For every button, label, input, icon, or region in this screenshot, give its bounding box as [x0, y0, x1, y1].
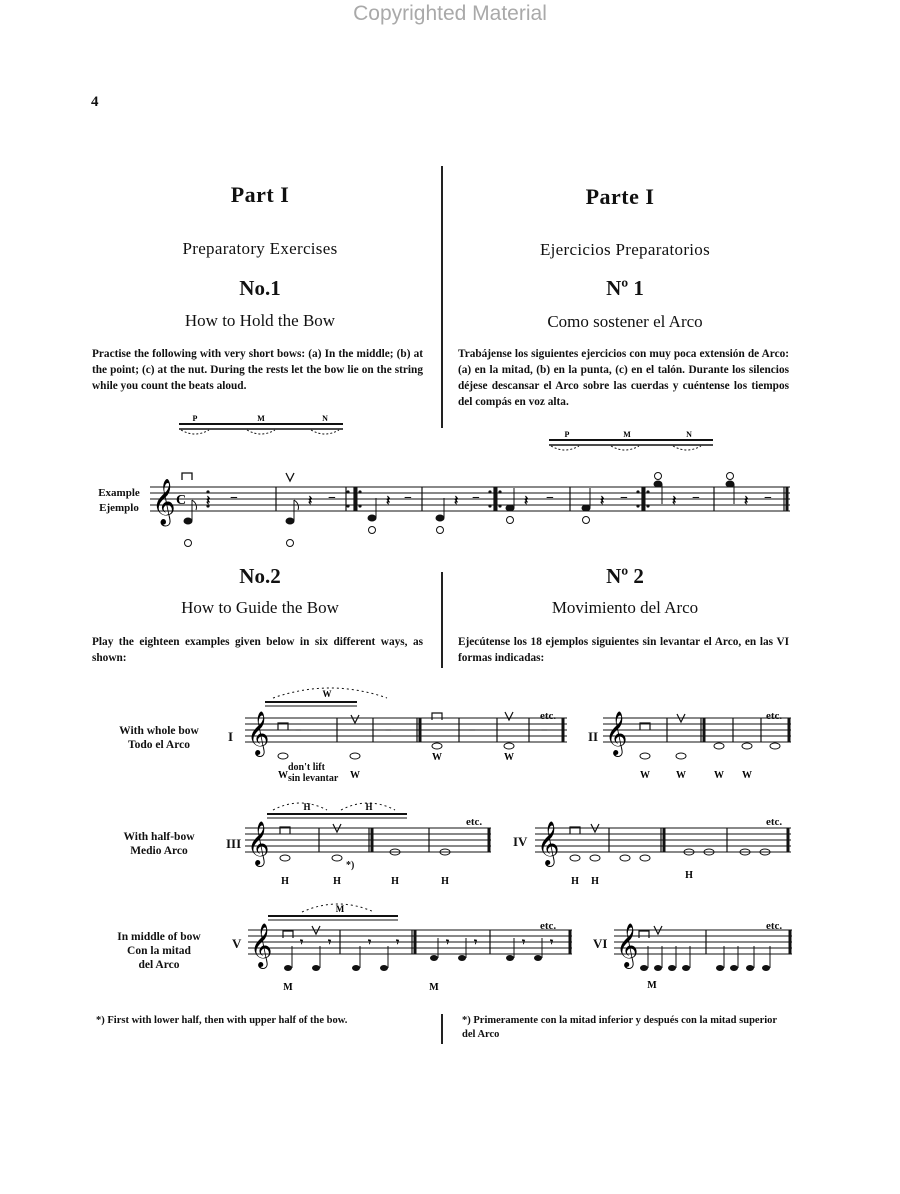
svg-text:𝄞: 𝄞 — [537, 823, 560, 865]
staff-I — [245, 686, 570, 781]
svg-text:𝄽: 𝄽 — [206, 494, 211, 509]
roman-II: II — [588, 729, 599, 744]
bow-letter-w-3: W — [432, 752, 442, 763]
etc-II: etc. — [766, 710, 783, 722]
dont-lift-en: don't lift — [288, 762, 325, 773]
roman-IV: IV — [513, 834, 528, 849]
part-title-en: Part I — [230, 182, 290, 207]
staff-II — [603, 686, 795, 781]
bow-letter-w-6: W — [676, 770, 686, 781]
bow-letter-half-a: H — [303, 802, 311, 812]
exercise-title-2-en: How to Guide the Bow — [181, 598, 339, 617]
svg-text:𝄞: 𝄞 — [605, 713, 628, 755]
treble-clef-icon: 𝄞 — [152, 479, 176, 524]
bow-letter-nut-es: N — [686, 430, 692, 439]
example-label-en: Example — [98, 487, 140, 499]
bow-letter-h-4: H — [441, 876, 449, 886]
row-label-half-bow-en: With half-bow — [123, 831, 195, 843]
bow-letter-h-3: H — [391, 876, 399, 886]
example-label — [88, 486, 150, 516]
svg-text:C: C — [176, 493, 187, 508]
bow-letter-h-7: H — [685, 870, 693, 881]
svg-text:𝄞: 𝄞 — [250, 925, 273, 967]
instructions-2-es: Ejecútense los 18 ejemplos siguientes sin levantar el Arco, en las VI formas indicadas: — [458, 636, 789, 664]
svg-text:𝄽: 𝄽 — [524, 494, 529, 509]
staff-III — [245, 796, 495, 886]
bow-letter-h-1: H — [281, 876, 289, 886]
bow-letter-w-2: W — [350, 770, 360, 781]
etc-VI: etc. — [766, 920, 783, 932]
bow-letter-m-1: M — [283, 982, 293, 993]
etc-V: etc. — [540, 920, 557, 932]
row-label-whole-bow-en: With whole bow — [119, 725, 199, 737]
bow-letter-w-4: W — [504, 752, 514, 763]
bow-letter-m-3: M — [647, 980, 657, 991]
svg-text:𝄽: 𝄽 — [308, 494, 313, 509]
svg-text:−: − — [764, 491, 772, 506]
roman-VI: VI — [593, 936, 608, 951]
staff-V — [248, 898, 578, 993]
row-label-middle-bow-es: Con la mitad — [127, 945, 191, 957]
svg-text:−: − — [404, 491, 412, 506]
row-label-middle-bow — [96, 930, 222, 972]
svg-text:𝄾: 𝄾 — [368, 935, 372, 949]
row-label-half-bow — [100, 830, 218, 858]
bow-letter-whole-I: W — [322, 689, 332, 699]
roman-V: V — [232, 936, 242, 951]
bow-letter-middle: M — [257, 414, 265, 423]
row-label-whole-bow-es: Todo el Arco — [128, 739, 190, 751]
svg-text:𝄾: 𝄾 — [522, 935, 526, 949]
bow-letter-h-6: H — [591, 876, 599, 886]
bow-diagram-es — [545, 428, 717, 458]
staff-VI — [614, 898, 795, 993]
page-number: 4 — [91, 94, 99, 110]
bow-letter-point: P — [192, 414, 198, 423]
staff-IV — [535, 796, 795, 886]
svg-text:−: − — [295, 723, 302, 737]
row-label-middle-bow-es2: del Arco — [138, 959, 180, 971]
svg-text:−: − — [692, 491, 700, 506]
dont-lift-es: sin levantar — [288, 773, 339, 784]
column-divider-top — [441, 166, 443, 428]
exercise-title-1-en: How to Hold the Bow — [184, 311, 336, 330]
row-label-middle-bow-en: In middle of bow — [117, 931, 201, 943]
exercise-title-2-es: Movimiento del Arco — [551, 598, 699, 617]
svg-text:−: − — [472, 491, 480, 506]
svg-text:𝄾: 𝄾 — [328, 935, 332, 949]
bow-letter-m-2: M — [429, 982, 439, 993]
etc-III: etc. — [466, 816, 483, 828]
svg-text:−: − — [541, 723, 548, 737]
instructions-1-es: Trabájense los siguientes ejercicios con muy poca extensión de Arco: (a) en la mitad, (b) en la punta, (c) en el talón. Durante los silencios déjese descansar el Arco sobre las cuerdas y cuéntense los tiempos del compás en voz alta. — [458, 348, 789, 408]
bow-letter-h-5: H — [571, 876, 579, 886]
etc-IV: etc. — [766, 816, 783, 828]
instructions-2-en: Play the eighteen examples given below in six different ways, as shown: — [92, 636, 423, 664]
svg-text:𝄞: 𝄞 — [247, 713, 270, 755]
svg-text:𝄽: 𝄽 — [744, 494, 749, 509]
column-divider-middle — [441, 572, 443, 668]
svg-text:−: − — [230, 491, 238, 506]
bow-letter-w-7: W — [714, 770, 724, 781]
svg-text:𝄞: 𝄞 — [247, 823, 270, 865]
svg-text:𝄽: 𝄽 — [600, 494, 605, 509]
part-title-es: Parte I — [585, 184, 655, 209]
svg-text:−: − — [620, 491, 628, 506]
svg-text:𝄾: 𝄾 — [396, 935, 400, 949]
bow-letter-h-2: H — [333, 876, 341, 886]
bow-letter-half-b: H — [365, 802, 373, 812]
exercise-number-1-es: Nº 1 — [606, 276, 644, 300]
bow-letter-middle-es: M — [623, 430, 631, 439]
svg-text:𝄽: 𝄽 — [454, 494, 459, 509]
svg-text:−: − — [546, 491, 554, 506]
exercise-title-1-es: Como sostener el Arco — [547, 312, 703, 331]
bow-letter-w-8: W — [742, 770, 752, 781]
bow-diagram-en — [175, 412, 347, 442]
row-label-half-bow-es: Medio Arco — [130, 845, 188, 857]
svg-text:−: − — [328, 491, 336, 506]
svg-text:−: − — [385, 723, 392, 737]
asterisk-note: *) — [346, 860, 355, 871]
svg-text:𝄾: 𝄾 — [550, 935, 554, 949]
bow-letter-nut: N — [322, 414, 328, 423]
roman-III: III — [226, 836, 242, 851]
svg-text:−: − — [469, 723, 476, 737]
exercise-number-2-es: Nº 2 — [606, 564, 644, 588]
watermark: Copyrighted Material — [353, 2, 547, 25]
svg-text:𝄾: 𝄾 — [300, 935, 304, 949]
svg-text:𝄽: 𝄽 — [672, 494, 677, 509]
example-label-es: Ejemplo — [99, 502, 139, 514]
svg-text:𝄞: 𝄞 — [616, 925, 639, 967]
footnote-es: *) Primeramente con la mitad inferior y después con la mitad superior del Arco — [462, 1015, 777, 1040]
exercise-number-1-en: No.1 — [239, 276, 281, 300]
bow-letter-middle-v: M — [335, 904, 345, 914]
svg-text:𝄾: 𝄾 — [446, 935, 450, 949]
column-divider-bottom — [441, 1014, 443, 1044]
subtitle-es: Ejercicios Preparatorios — [539, 240, 711, 259]
etc-I: etc. — [540, 710, 557, 722]
exercise-number-2-en: No.2 — [239, 564, 281, 588]
svg-text:𝄽: 𝄽 — [386, 494, 391, 509]
roman-I: I — [228, 729, 234, 744]
example-staff — [150, 470, 795, 550]
bow-letter-w-5: W — [640, 770, 650, 781]
instructions-1-en: Practise the following with very short bows: (a) In the middle; (b) at the point; (c) at the nut. During the rests let the bow lie on the string while you count the beats aloud. — [92, 348, 423, 392]
bow-letter-point-es: P — [564, 430, 570, 439]
bow-letter-w-1: W — [278, 770, 288, 781]
row-label-whole-bow — [100, 724, 218, 752]
footnote-en: *) First with lower half, then with upper half of the bow. — [96, 1015, 348, 1026]
subtitle-en: Preparatory Exercises — [182, 239, 338, 258]
svg-text:𝄾: 𝄾 — [474, 935, 478, 949]
